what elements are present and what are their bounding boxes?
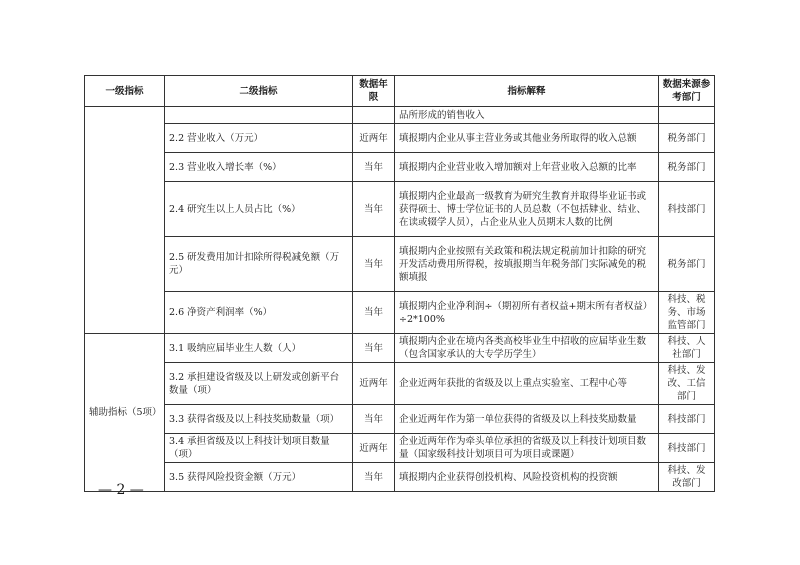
indicator-cell: 3.2 承担建设省级及以上研发或创新平台数量（项） — [165, 363, 353, 405]
table-row — [85, 107, 715, 124]
department-cell: 税务部门 — [659, 153, 715, 182]
table-row — [85, 363, 715, 405]
period-cell: 当年 — [353, 182, 395, 237]
indicator-cell: 3.4 承担省级及以上科技计划项目数量（项） — [165, 434, 353, 463]
header-department: 数据来源参考部门 — [659, 76, 715, 107]
department-cell: 科技部门 — [659, 182, 715, 237]
page-number: — 2 — — [98, 482, 144, 498]
period-cell: 近两年 — [353, 434, 395, 463]
header-period: 数据年限 — [353, 76, 395, 107]
table-header-row — [85, 76, 715, 107]
indicator-table — [84, 75, 715, 492]
department-cell: 科技、发改部门 — [659, 463, 715, 492]
table-row — [85, 434, 715, 463]
department-cell — [659, 107, 715, 124]
table-row — [85, 405, 715, 434]
indicator-cell: 2.6 净资产利润率（%） — [165, 292, 353, 334]
period-cell: 当年 — [353, 237, 395, 292]
explanation-cell: 填报期内企业净利润÷（期初所有者权益+期末所有者权益）÷2*100% — [395, 292, 659, 334]
period-cell: 当年 — [353, 405, 395, 434]
indicator-cell: 2.3 营业收入增长率（%） — [165, 153, 353, 182]
explanation-cell: 填报期内企业按照有关政策和税法规定税前加计扣除的研究开发活动费用所得税，按填报期当年税务部门实际减免的税额填报 — [395, 237, 659, 292]
department-cell: 科技、发改、工信部门 — [659, 363, 715, 405]
department-cell: 科技、税务、市场监管部门 — [659, 292, 715, 334]
header-explanation: 指标解释 — [395, 76, 659, 107]
explanation-cell: 填报期内企业从事主营业务或其他业务所取得的收入总额 — [395, 124, 659, 153]
indicator-cell — [165, 107, 353, 124]
indicator-cell: 3.3 获得省级及以上科技奖励数量（项） — [165, 405, 353, 434]
table-row — [85, 182, 715, 237]
explanation-cell: 填报期内企业获得创投机构、风险投资机构的投资额 — [395, 463, 659, 492]
period-cell: 当年 — [353, 292, 395, 334]
department-cell: 科技部门 — [659, 434, 715, 463]
period-cell: 当年 — [353, 334, 395, 363]
header-level2: 二级指标 — [165, 76, 353, 107]
table-row — [85, 153, 715, 182]
table-row — [85, 463, 715, 492]
period-cell: 近两年 — [353, 363, 395, 405]
department-cell: 科技、人社部门 — [659, 334, 715, 363]
table-row — [85, 334, 715, 363]
department-cell: 税务部门 — [659, 124, 715, 153]
table-row — [85, 124, 715, 153]
explanation-cell: 企业近两年获批的省级及以上重点实验室、工程中心等 — [395, 363, 659, 405]
indicator-cell: 3.1 吸纳应届毕业生人数（人） — [165, 334, 353, 363]
table-row — [85, 292, 715, 334]
indicator-cell: 2.2 营业收入（万元） — [165, 124, 353, 153]
period-cell: 当年 — [353, 153, 395, 182]
level1-cell-auxiliary: 辅助指标（5项） — [85, 334, 165, 492]
explanation-cell: 填报期内企业营业收入增加额对上年营业收入总额的比率 — [395, 153, 659, 182]
header-level1: 一级指标 — [85, 76, 165, 107]
indicator-cell: 2.4 研究生以上人员占比（%） — [165, 182, 353, 237]
indicator-cell: 2.5 研发费用加计扣除所得税减免额（万元） — [165, 237, 353, 292]
indicator-cell: 3.5 获得风险投资金额（万元） — [165, 463, 353, 492]
explanation-cell: 填报期内企业在境内各类高校毕业生中招收的应届毕业生数（包含国家承认的大专学历学生） — [395, 334, 659, 363]
period-cell — [353, 107, 395, 124]
department-cell: 科技部门 — [659, 405, 715, 434]
period-cell: 近两年 — [353, 124, 395, 153]
period-cell: 当年 — [353, 463, 395, 492]
table-row — [85, 237, 715, 292]
department-cell: 税务部门 — [659, 237, 715, 292]
explanation-cell: 企业近两年作为牵头单位承担的省级及以上科技计划项目数量（国家级科技计划项目可为项目或课题） — [395, 434, 659, 463]
level1-cell-core — [85, 107, 165, 334]
explanation-cell: 填报期内企业最高一级教育为研究生教育并取得毕业证书或获得硕士、博士学位证书的人员总数（不包括肄业、结业、在读或辍学人员），占企业从业人员期末人数的比例 — [395, 182, 659, 237]
explanation-cell: 企业近两年作为第一单位获得的省级及以上科技奖励数量 — [395, 405, 659, 434]
explanation-cell: 品所形成的销售收入 — [395, 107, 659, 124]
